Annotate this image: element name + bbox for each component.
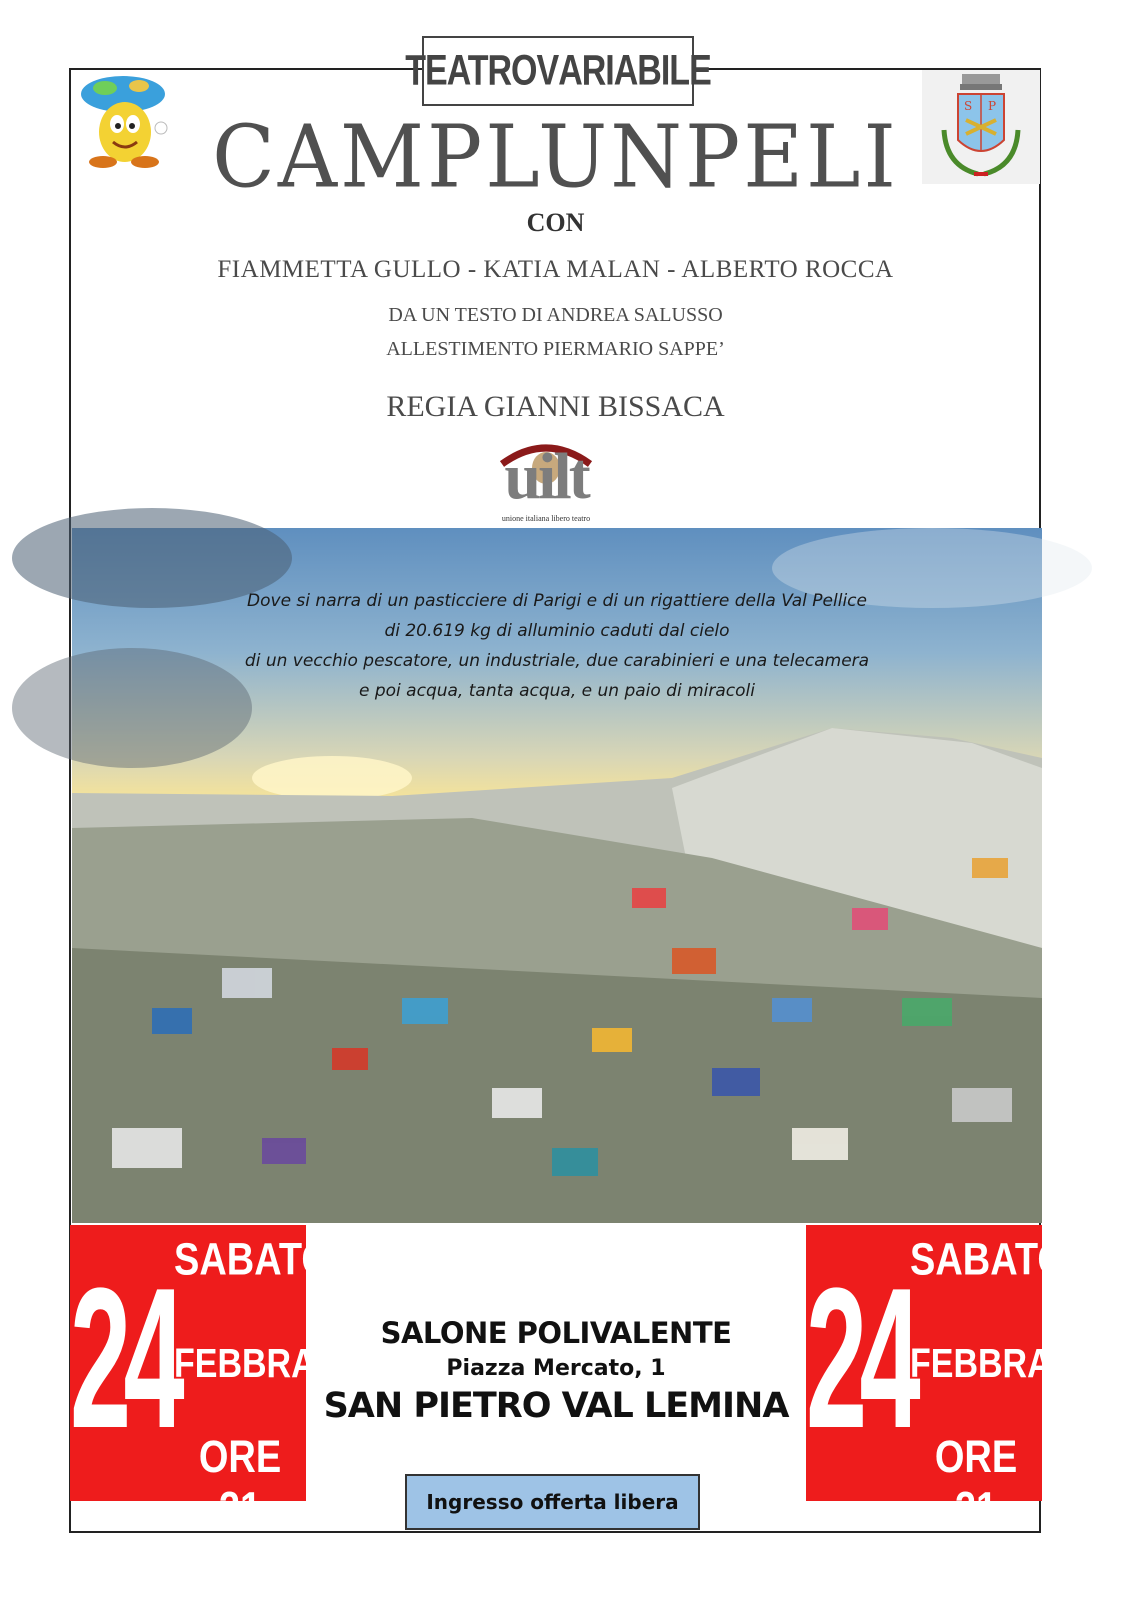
synopsis-line: di 20.619 kg di alluminio caduti dal cielo <box>384 621 730 641</box>
date-weekday: SABATO <box>174 1234 331 1286</box>
brand-v: V <box>536 46 559 95</box>
date-weekday: SABATO <box>910 1234 1067 1286</box>
landfill-photo <box>72 528 1042 1223</box>
synopsis-line: di un vecchio pescatore, un industriale, due carabinieri e una telecamera <box>244 651 870 671</box>
venue-address: Piazza Mercato, 1 <box>446 1356 666 1381</box>
with-label: CON <box>526 208 585 237</box>
date-month: FEBBRAIO <box>910 1341 1088 1387</box>
staging-credit: ALLESTIMENTO PIERMARIO SAPPE’ <box>386 338 725 360</box>
date-panel-left <box>70 1225 352 1535</box>
date-month: FEBBRAIO <box>174 1341 352 1387</box>
synopsis-text <box>72 586 1042 706</box>
entry-badge: Ingresso offerta libera <box>405 1474 700 1530</box>
synopsis-line: e poi acqua, tanta acqua, e un paio di miracoli <box>359 681 755 701</box>
venue-town: SAN PIETRO VAL LEMINA <box>323 1386 789 1426</box>
date-time: ORE 21 <box>198 1432 282 1535</box>
date-panel-right <box>806 1225 1088 1535</box>
date-day: 24 <box>806 1247 913 1470</box>
cast-list: FIAMMETTA GULLO - KATIA MALAN - ALBERTO ROCCA <box>217 256 894 283</box>
brand-right: ARIABILE <box>558 46 711 95</box>
synopsis-line: Dove si narra di un pasticciere di Parigi e di un rigattiere della Val Pellice <box>247 591 867 611</box>
brand-left: TEATRO <box>405 46 537 95</box>
teatro-variabile-logo <box>405 36 711 106</box>
uilt-logo <box>480 438 612 528</box>
show-title: CAMPLUNPELI <box>212 107 899 208</box>
text-by: DA UN TESTO DI ANDREA SALUSSO <box>388 304 723 326</box>
uilt-word: uilt <box>504 440 588 513</box>
venue-name: SALONE POLIVALENTE <box>380 1316 732 1350</box>
crest-letter-p: P <box>988 99 997 113</box>
date-day: 24 <box>70 1247 177 1470</box>
date-time: ORE 21 <box>934 1432 1018 1535</box>
crest-letter-s: S <box>964 99 973 113</box>
uilt-caption: unione italiana libero teatro <box>501 514 591 523</box>
director-credit: REGIA GIANNI BISSACA <box>386 390 725 423</box>
